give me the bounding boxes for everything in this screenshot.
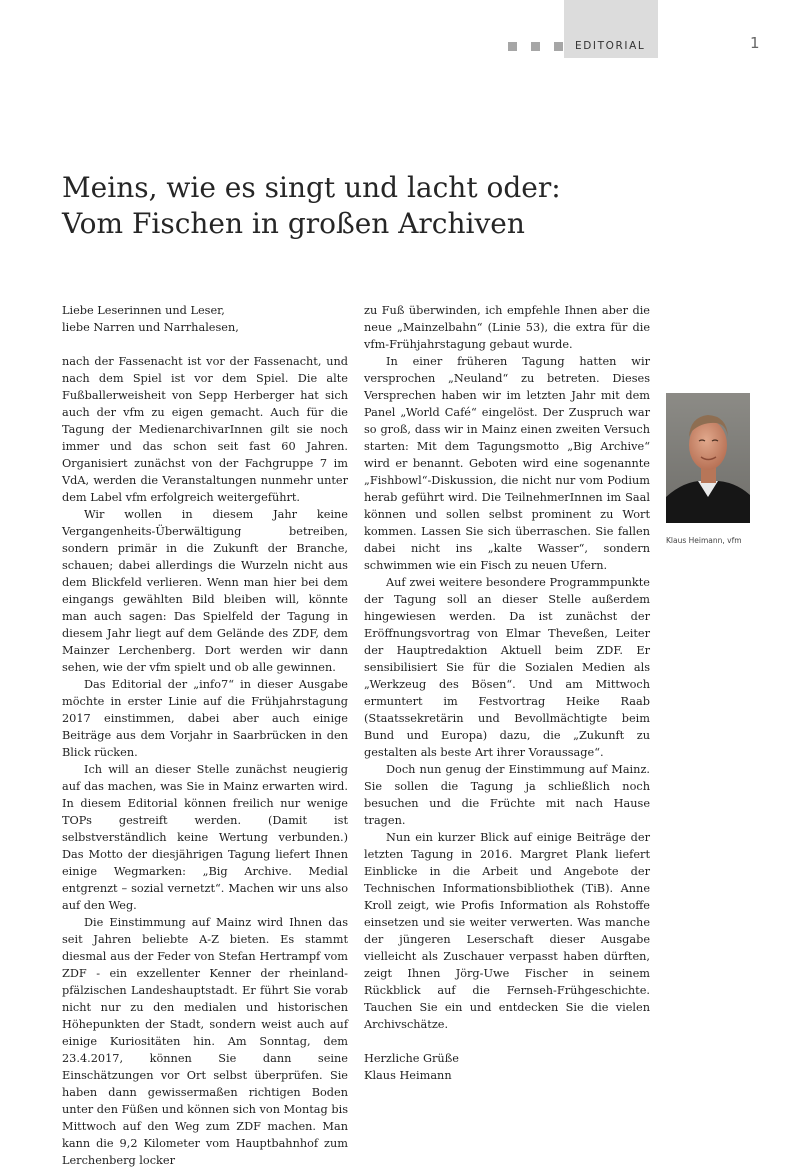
paragraph: Doch nun genug der Einstimmung auf Mainz. Sie sollen die Tagung ja schließlich noch besuchen und die Früchte mit nach Hause tragen. xyxy=(364,763,650,827)
paragraph: Die Einstimmung auf Mainz wird Ihnen das seit Jahren beliebte A-Z bieten. Es stammt diesmal aus der Feder von Stefan Hertrampf vom ZDF - ein exzellenter Kenner der rheinland-pfälzischen Landeshauptstadt. Er führt Sie vorab nicht nur zu den medialen und historischen Höhepunkten der Stadt, sondern weist auch auf einige Kuriositäten hin. Am Sonntag, dem 23.4.2017, können Sie dann seine Einschätzungen vor Ort selbst überprüfen. Sie haben dann gewissermaßen richtigen Boden unter den Füßen und können sich von Montag bis Mittwoch auf den Weg zum ZDF machen. Man kann die 9,2 Kilometer vom Hauptbahnhof zum Lerchenberg locker xyxy=(62,916,348,1167)
text-column-right xyxy=(364,302,650,1084)
title-line-2: Vom Fischen in großen Archiven xyxy=(62,207,525,240)
paragraph: Das Editorial der „info7“ in dieser Ausgabe möchte in erster Linie auf die Frühjahrstagung 2017 einstimmen, dabei aber auch einige Beiträge aus dem Vorjahr in Saarbrücken in den Blick rücken. xyxy=(62,678,348,759)
paragraph: zu Fuß überwinden, ich empfehle Ihnen aber die neue „Mainzelbahn“ (Linie 53), die extra für die vfm-Frühjahrstagung gebaut wurde. xyxy=(364,304,650,351)
author-photo xyxy=(666,393,750,523)
paragraph: In einer früheren Tagung hatten wir versprochen „Neuland“ zu betreten. Dieses Versprechen haben wir im letzten Jahr mit dem Panel „World Café“ eingelöst. Der Zuspruch war so groß, dass wir in Mainz einen zweiten Versuch starten: Mit dem Tagungsmotto „Big Archive“ wird er benannt. Geboten wird eine sogenannte „Fishbowl“-Diskussion, die nicht nur vom Podium herab geführt wird. Die TeilnehmerInnen im Saal können und sollen selbst prominent zu Wort kommen. Lassen Sie sich überraschen. Sie fallen dabei nicht ins „kalte Wasser“, sondern schwimmen wie ein Fisch zu neuen Ufern. xyxy=(364,355,650,572)
author-portrait-icon xyxy=(666,393,750,523)
salutation xyxy=(62,302,348,336)
title-line-1: Meins, wie es singt und lacht oder: xyxy=(62,171,561,204)
paragraph: Ich will an dieser Stelle zunächst neugierig auf das machen, was Sie in Mainz erwarten wird. In diesem Editorial können freilich nur wenige TOPs gestreift werden. (Damit ist selbstverständlich keine Wertung verbunden.) Das Motto der diesjährigen Tagung liefert Ihnen einige Wegmarken: „Big Archive. Medial entgrenzt – sozial vernetzt“. Machen wir uns also auf den Weg. xyxy=(62,763,348,912)
paragraph: Nun ein kurzer Blick auf einige Beiträge der letzten Tagung in 2016. Margret Plank liefert Einblicke in die Arbeit und Angebote der Technischen Informationsbibliothek (TiB). Anne Kroll zeigt, wie Profis Information als Rohstoffe einsetzen und sie weiter verwerten. Was manche der jüngeren Leserschaft dieser Ausgabe vielleicht als Zuschauer verpasst haben dürften, zeigt Ihnen Jörg-Uwe Fischer in seinem Rückblick auf die Fernseh-Frühgeschichte. Tauchen Sie ein und entdecken Sie die vielen Archivschätze. xyxy=(364,831,650,1031)
section-header xyxy=(508,39,645,53)
paragraph: nach der Fassenacht ist vor der Fassenacht, und nach dem Spiel ist vor dem Spiel. Die alte Fußballerweisheit von Sepp Herberger hat sich auch der vfm zu eigen gemacht. Auch für die Tagung der MedienarchivarInnen gilt sie noch immer und das schon seit fast 60 Jahren. Organisiert zunächst von der Fachgruppe 7 im VdA, werden die Veranstaltungen nunmehr unter dem Label vfm erfolgreich weitergeführt. xyxy=(62,355,348,504)
paragraph: Auf zwei weitere besondere Programmpunkte der Tagung soll an dieser Stelle außerdem hingewiesen werden. Da ist zunächst der Eröffnungsvortrag von Elmar Theveßen, Leiter der Hauptredaktion Aktuell beim ZDF. Er sensibilisiert Sie für die Sozialen Medien als „Werkzeug des Bösen“. Und am Mittwoch ermuntert im Festvortrag Heike Raab (Staatssekretärin und Bevollmächtigte beim Bund und Europa) dazu, die „Zukunft zu gestalten als beste Art ihrer Voraussage“. xyxy=(364,576,650,759)
signature: Klaus Heimann xyxy=(364,1069,452,1082)
salutation-line-2: liebe Narren und Narrhalesen, xyxy=(62,321,239,334)
article-title xyxy=(62,170,702,242)
header-square-2 xyxy=(531,42,540,51)
header-square-1 xyxy=(508,42,517,51)
header-square-3 xyxy=(554,42,563,51)
photo-caption: Klaus Heimann, vfm xyxy=(666,536,742,545)
salutation-line-1: Liebe Leserinnen und Leser, xyxy=(62,304,225,317)
closing: Herzliche Grüße xyxy=(364,1052,459,1065)
page-number: 1 xyxy=(750,34,760,52)
section-label: EDITORIAL xyxy=(575,40,646,52)
paragraph: Wir wollen in diesem Jahr keine Vergangenheits-Überwältigung betreiben, sondern primär in die Zukunft der Branche, schauen; dabei allerdings die Wurzeln nicht aus dem Blickfeld verlieren. Wenn man hier bei dem eingangs gewählten Bild bleiben will, könnte man auch sagen: Das Spielfeld der Tagung in diesem Jahr liegt auf dem Gelände des ZDF, dem Mainzer Lerchenberg. Dort werden wir dann sehen, wie der vfm spielt und ob alle gewinnen. xyxy=(62,508,348,674)
text-column-left xyxy=(62,302,348,1169)
